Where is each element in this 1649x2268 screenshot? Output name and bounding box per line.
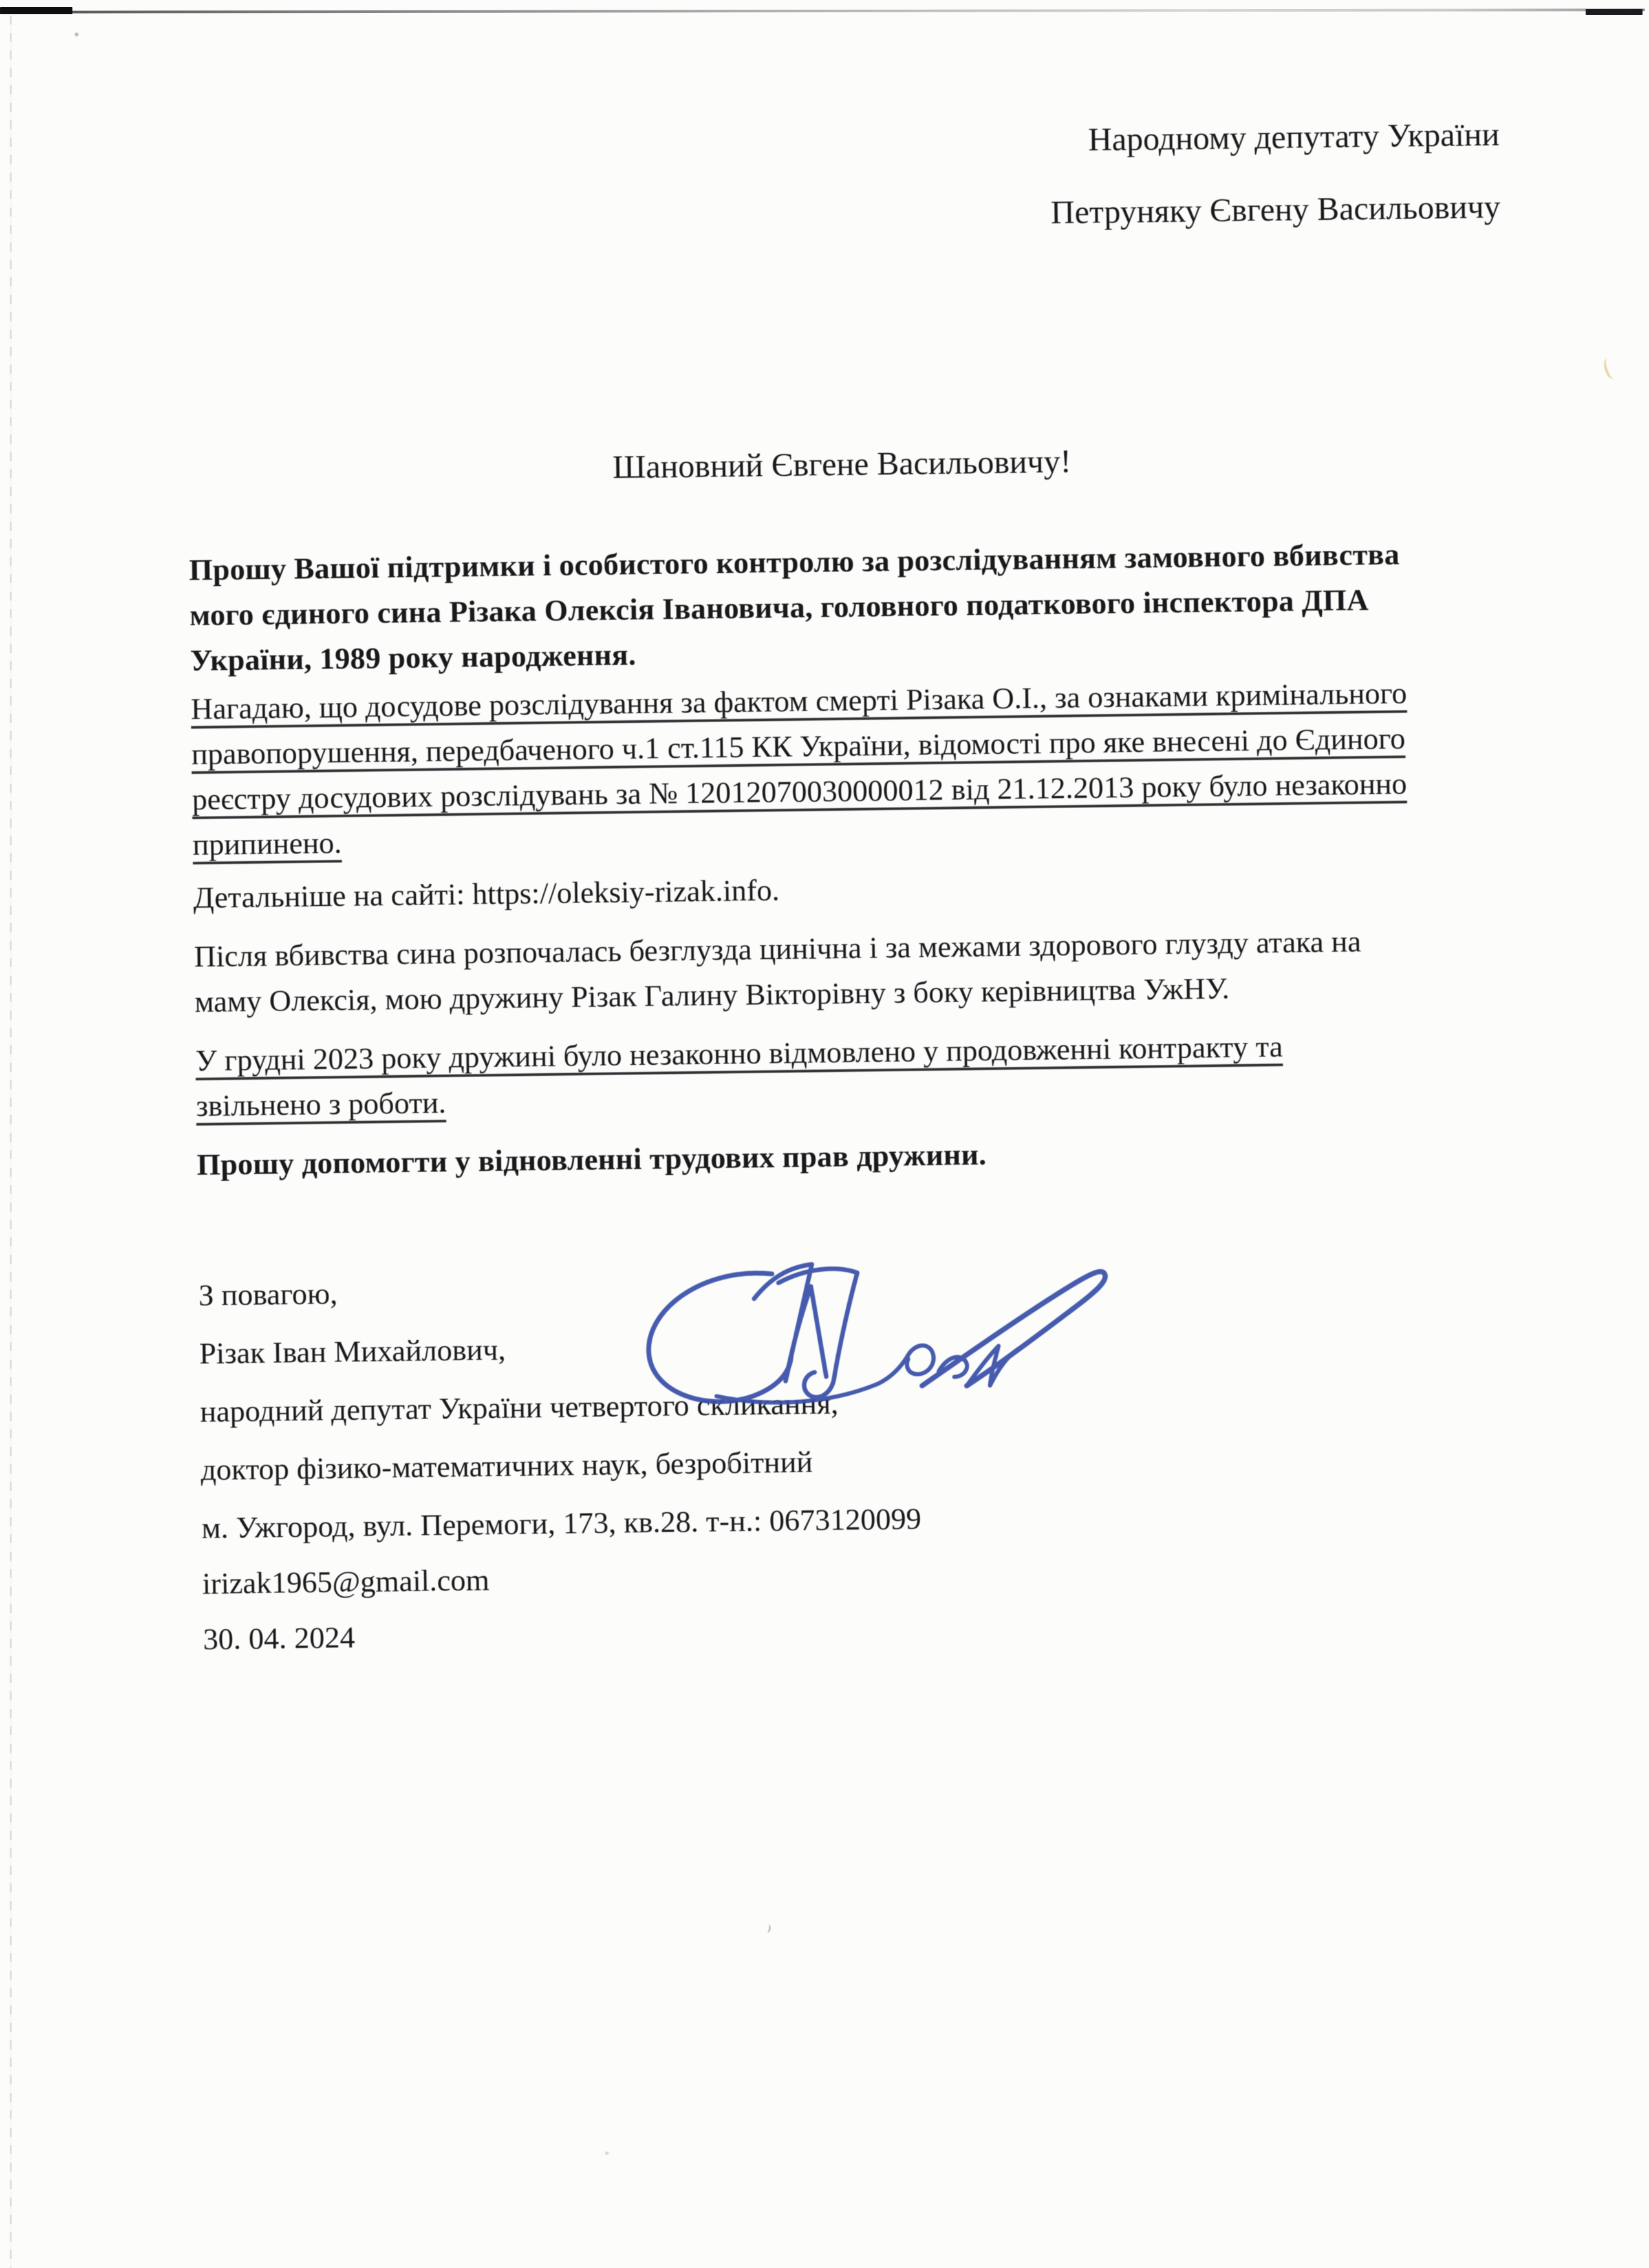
sender-email: irizak1965@gmail.com	[202, 1563, 490, 1601]
paragraph-request-investigation	[189, 530, 1523, 683]
paragraph-line: правопорушення, передбаченого ч.1 ст.115 КК України, відомості про яке внесені до Єдиного	[191, 722, 1406, 772]
paragraph-line: Нагадаю, що досудове розслідування за фактом смерті Різака О.І., за ознаками кримінального	[190, 676, 1407, 727]
paragraph-contract-termination	[195, 1021, 1529, 1129]
salutation: Шановний Євгене Васильовичу!	[612, 444, 1072, 486]
paragraph-line: мого єдиного сина Різака Олексія Івановича, головного податкового інспектора ДПА	[189, 583, 1369, 633]
closing-phrase: З повагою,	[198, 1277, 338, 1313]
recipient-line-2: Петруняку Євгену Васильовичу	[1050, 189, 1501, 231]
paper-speck	[764, 1924, 771, 1933]
paragraph-line: реєстру досудових розслідувань за № 12012070030000012 від 21.12.2013 року було незаконно	[191, 767, 1407, 817]
sender-title-doctor: доктор фізико-математичних наук, безробітний	[200, 1445, 814, 1487]
recipient-line-1: Народному депутату України	[1088, 116, 1500, 158]
paragraph-wife-attack	[194, 917, 1527, 1025]
paragraph-help-request	[197, 1125, 1529, 1188]
paragraph-case-details	[191, 669, 1525, 868]
paragraph-line: Прошу допомогти у відновленні трудових прав дружини.	[197, 1138, 987, 1182]
sender-address-phone: м. Ужгород, вул. Перемоги, 173, кв.28. т-н.: 0673120099	[201, 1502, 921, 1545]
paragraph-line: Прошу Вашої підтримки і особистого контролю за розслідуванням замовного вбивства	[188, 537, 1400, 588]
letter-date: 30. 04. 2024	[202, 1620, 356, 1656]
paragraph-line: У грудні 2023 року дружині було незаконно відмовлено у продовженні контракту та	[195, 1030, 1284, 1078]
paper-speck	[605, 2152, 609, 2155]
paragraph-line: припинено.	[192, 826, 342, 862]
website-line: Детальніше на сайті: https://oleksiy-rizak.info.	[193, 873, 780, 915]
paper-stain	[1601, 356, 1621, 381]
sender-title-deputy: народний депутат України четвертого скликання,	[200, 1387, 839, 1429]
handwritten-signature	[618, 1243, 1124, 1423]
paragraph-website	[193, 858, 1525, 921]
paragraph-line: звільнено з роботи.	[195, 1086, 447, 1124]
paragraph-line: маму Олексія, мою дружину Різак Галину Вікторівну з боку керівництва УжНУ.	[194, 972, 1230, 1020]
paragraph-line: України, 1989 року народження.	[189, 638, 636, 678]
sender-name: Різак Іван Михайлович,	[199, 1332, 506, 1371]
paragraph-line: Після вбивства сина розпочалась безглузда цинічна і за межами здорового глузду атака на	[193, 925, 1362, 974]
paper-speck	[74, 32, 78, 36]
